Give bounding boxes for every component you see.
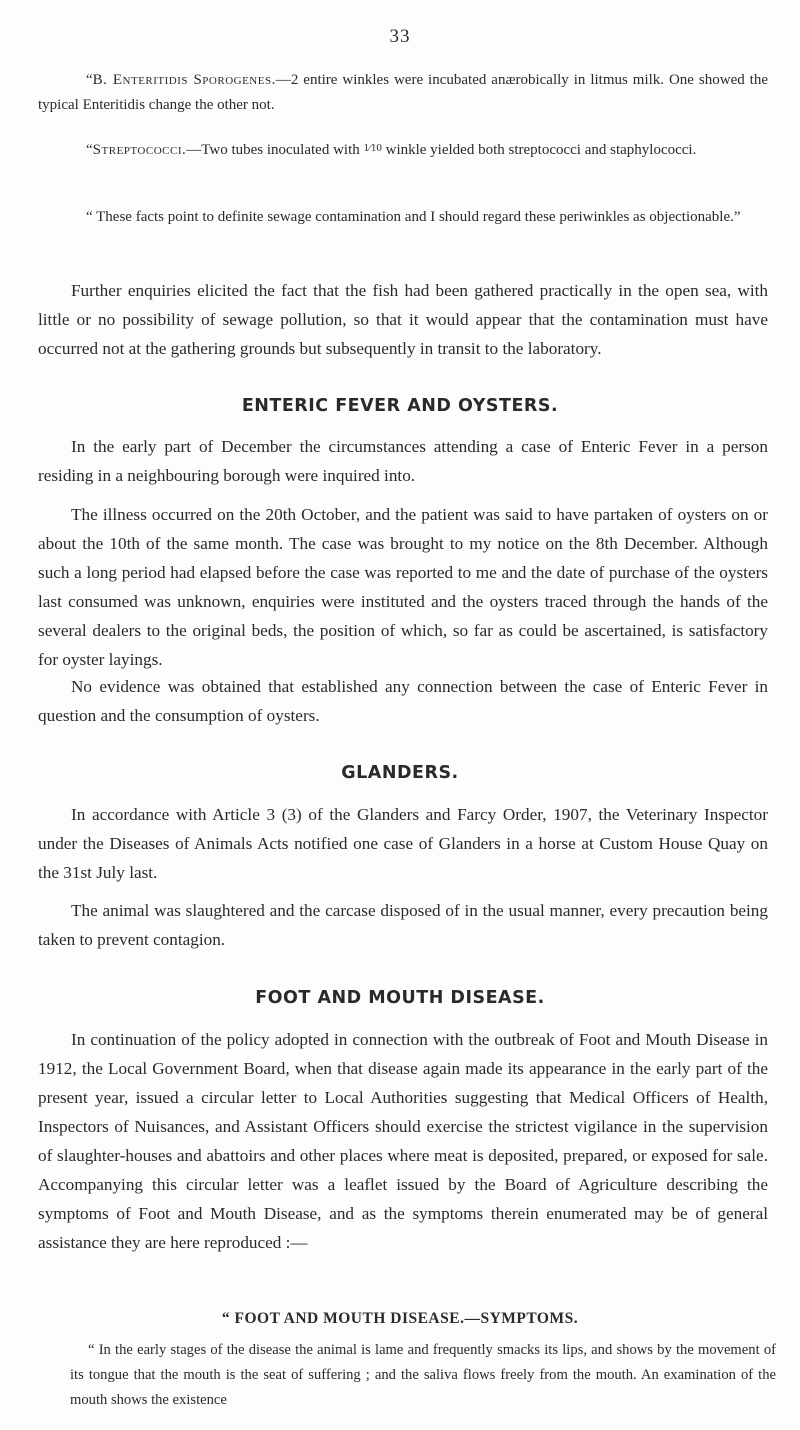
fraction-one-tenth: 1⁄10 <box>363 142 382 154</box>
glanders-paragraph-2: The animal was slaughtered and the carcase disposed of in the usual manner, every precaution being taken to prevent contagion. <box>38 901 768 949</box>
foot-and-mouth-heading: FOOT AND MOUTH DISEASE. <box>255 988 545 1008</box>
quote-paragraph-conclusion: “ These facts point to definite sewage contamination and I should regard these periwinkles as objectionable.” <box>86 209 741 225</box>
enteric-fever-paragraph-1: In the early part of December the circumstances attending a case of Enteric Fever in a person residing in a neighbouring borough were inquired into. <box>38 437 768 485</box>
page-number: 33 <box>389 26 411 47</box>
enteritidis-text: —2 entire winkles were incubated anærobically in litmus milk. One showed the typical Enteritidis change the other not. <box>38 72 768 113</box>
enteric-fever-paragraph-3: No evidence was obtained that established any connection between the case of Enteric Fever in question and the consumption of oysters. <box>38 677 768 725</box>
glanders-paragraph-1: In accordance with Article 3 (3) of the Glanders and Farcy Order, 1907, the Veterinary Inspector under the Diseases of Animals Acts notified one case of Glanders in a horse at Custom House Quay on the 31st July last. <box>38 805 768 882</box>
quote-paragraph-streptococci <box>38 136 768 163</box>
glanders-heading: GLANDERS. <box>341 763 459 783</box>
organism-label-streptococci: Streptococci. <box>92 142 187 158</box>
enteric-fever-paragraph-2: The illness occurred on the 20th October, and the patient was said to have partaken of oysters on or about the 10th of the same month. The case was brought to my notice on the 8th December. Although such a long period had elapsed before the case was reported to me and the date of purchase of the oysters last consumed was unknown, enquiries were instituted and the oysters traced through the hands of the several dealers to the original beds, the position of which, so far as could be ascertained, is satisfactory for oyster layings. <box>38 505 768 669</box>
streptococci-text-a: —Two tubes inoculated with <box>186 142 364 158</box>
open-quote-mark: “ <box>86 142 93 158</box>
symptoms-subheading: “ FOOT AND MOUTH DISEASE.—SYMPTOMS. <box>221 1310 579 1327</box>
enteric-fever-heading: ENTERIC FEVER AND OYSTERS. <box>241 396 559 416</box>
quote-paragraph-enteritidis <box>38 68 768 118</box>
organism-label-enteritidis: B. Enteritidis Sporogenes. <box>92 72 276 88</box>
further-enquiries-paragraph: Further enquiries elicited the fact that the fish had been gathered practically in the open sea, with little or no possibility of sewage pollution, so that it would appear that the contamination must have occurred not at the gathering grounds but subsequently in transit to the laboratory. <box>38 281 768 358</box>
streptococci-text-b: winkle yielded both streptococci and staphylococci. <box>381 142 697 158</box>
foot-and-mouth-paragraph: In continuation of the policy adopted in connection with the outbreak of Foot and Mouth Disease in 1912, the Local Government Board, when that disease again made its appearance in the early part of the present year, issued a circular letter to Local Authorities suggesting that Medical Officers of Health, Inspectors of Nuisances, and Assistant Officers should exercise the strictest vigilance in the supervision of slaughter-houses and abattoirs and other places where meat is deposited, prepared, or exposed for sale. Accompanying this circular letter was a leaflet issued by the Board of Agriculture describing the symptoms of Foot and Mouth Disease, and as the symptoms therein enumerated may be of general assistance they are here reproduced :— <box>38 1030 768 1252</box>
symptoms-quote-paragraph: “ In the early stages of the disease the animal is lame and frequently smacks its lips, and shows by the movement of its tongue that the mouth is the seat of suffering ; and the saliva flows freely from the mouth. An examination of the mouth shows the existence <box>70 1342 776 1408</box>
open-quote-mark: “ <box>86 72 93 88</box>
